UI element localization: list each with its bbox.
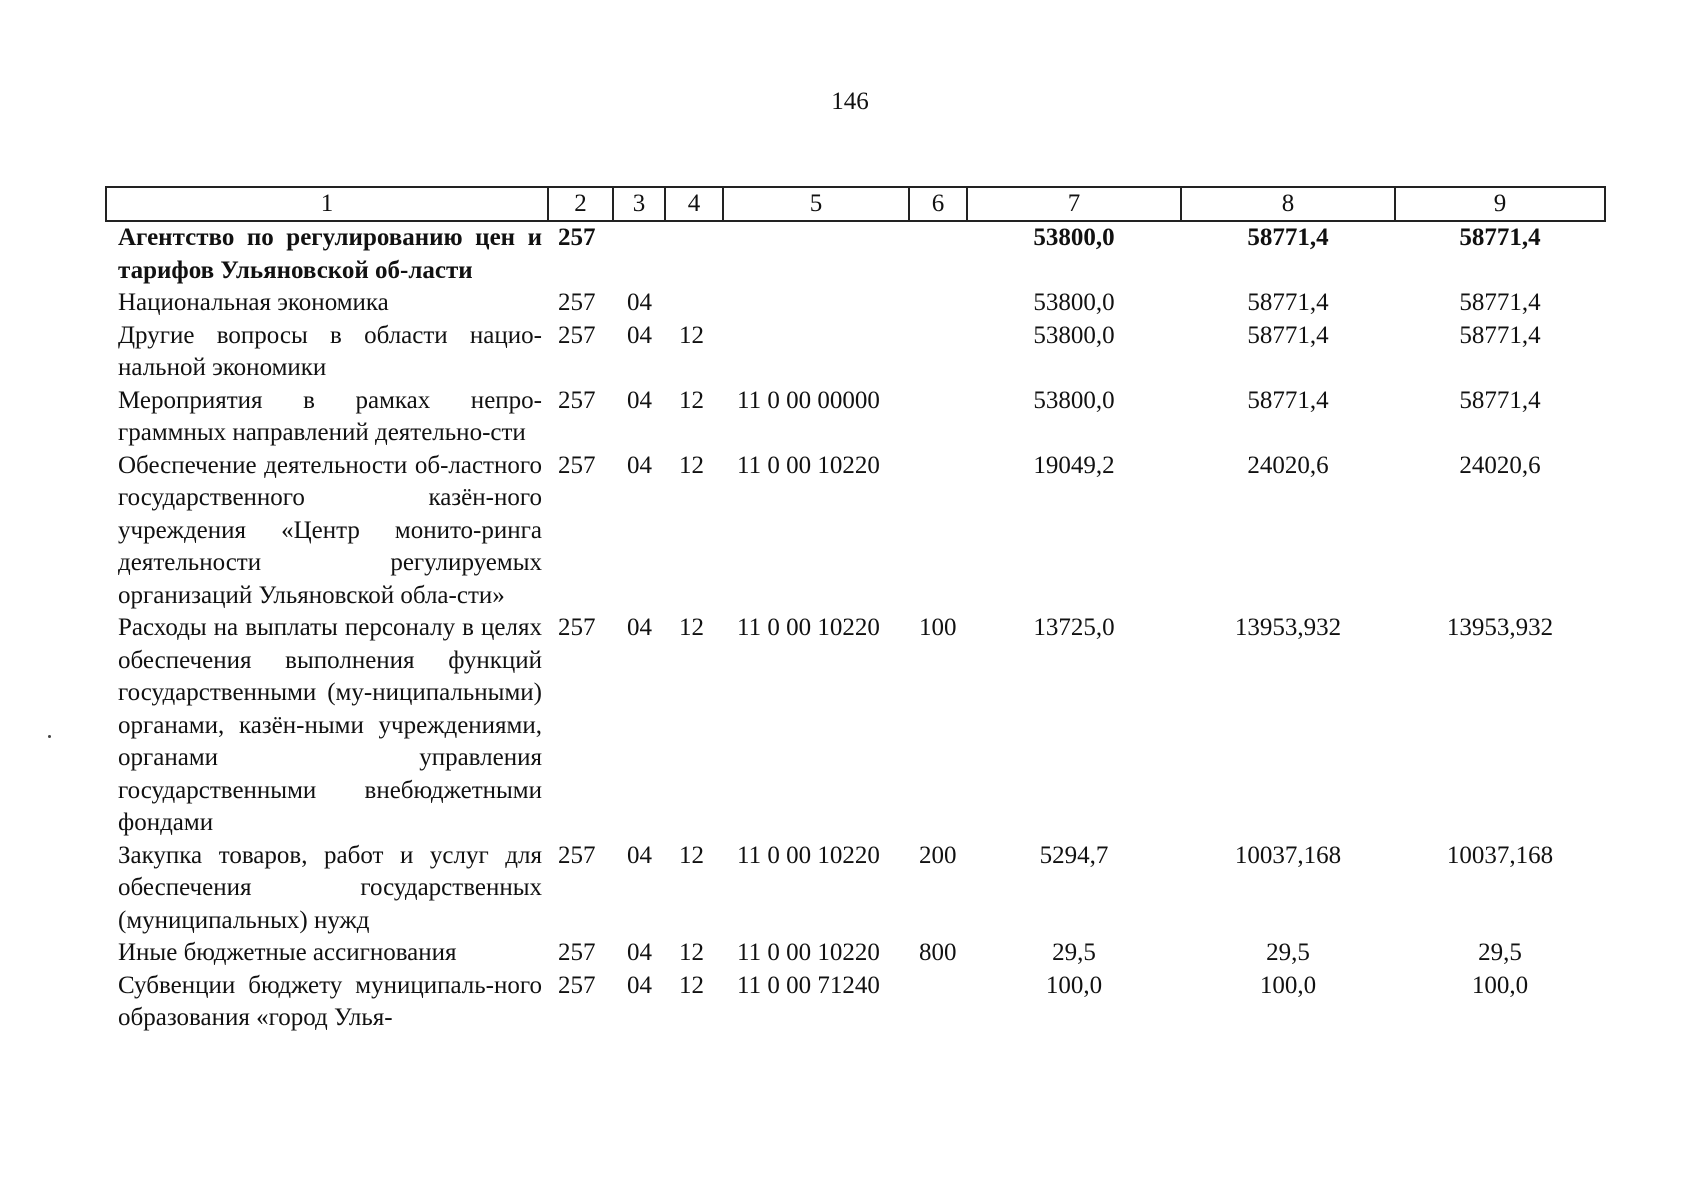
- cell-c3: 04: [627, 321, 652, 349]
- cell-c7: 13725,0: [1033, 614, 1115, 641]
- row-name: Другие вопросы в области нацио-нальной экономики: [118, 321, 542, 381]
- cell-c2: 257: [558, 386, 596, 414]
- column-header-5: 5: [723, 187, 909, 221]
- cell-c6: [909, 970, 967, 1035]
- header-row: [106, 187, 1605, 221]
- cell-c5: [723, 287, 909, 320]
- cell-c9: 100,0: [1471, 971, 1529, 999]
- cell-c4: 12: [679, 939, 704, 966]
- cell-c3: 04: [627, 289, 652, 316]
- table-row: [106, 612, 1605, 840]
- column-header-1: 1: [106, 187, 548, 221]
- row-name: Национальная экономика: [118, 289, 389, 316]
- cell-c3: 04: [627, 841, 652, 869]
- column-header-2: 2: [548, 187, 613, 221]
- cell-c4: 12: [679, 614, 704, 641]
- cell-c9: 58771,4: [1459, 224, 1541, 251]
- budget-table: [105, 186, 1606, 1035]
- cell-c5: [723, 221, 909, 287]
- table-row: [106, 287, 1605, 320]
- cell-c3: 04: [627, 939, 652, 966]
- cell-c6: 100: [919, 614, 957, 641]
- cell-c8: 58771,4: [1247, 289, 1329, 316]
- row-name: Обеспечение деятельности об-ластного государственного казён-ного учреждения «Центр монито-ринга деятельности регулируемых организаций Ульяновской обла-сти»: [118, 451, 542, 609]
- cell-c7: 19049,2: [1033, 451, 1115, 479]
- cell-c3: 04: [627, 614, 652, 641]
- row-name: Расходы на выплаты персоналу в целях обеспечения выполнения функций государственными (му-ниципальными) органами, казён-ными учреждениями, органами управления государственными внебюджетными фондами: [118, 614, 542, 836]
- cell-c2: 257: [558, 224, 596, 251]
- cell-c8: 29,5: [1266, 939, 1310, 966]
- cell-c6: [909, 287, 967, 320]
- cell-c7: 53800,0: [1033, 321, 1115, 349]
- table-row: [106, 450, 1605, 613]
- column-header-4: 4: [665, 187, 723, 221]
- cell-c7: 100,0: [1045, 971, 1103, 999]
- row-name: Субвенции бюджету муниципаль-ного образования «город Улья-: [118, 971, 542, 1031]
- row-name: Мероприятия в рамках непро-граммных направлений деятельно-сти: [118, 386, 542, 446]
- cell-c2: 257: [558, 289, 596, 316]
- cell-c4: 12: [679, 971, 704, 999]
- cell-c8: 58771,4: [1247, 321, 1329, 349]
- cell-c2: 257: [558, 614, 596, 641]
- table-row: [106, 320, 1605, 385]
- cell-c8: 100,0: [1259, 971, 1317, 999]
- cell-c7: 5294,7: [1039, 841, 1109, 869]
- cell-c7: 29,5: [1052, 939, 1096, 966]
- table-row: [106, 840, 1605, 938]
- cell-c6: [909, 221, 967, 287]
- cell-c4: 12: [679, 841, 704, 869]
- cell-c9: 58771,4: [1459, 321, 1541, 349]
- cell-c9: 10037,168: [1446, 841, 1554, 869]
- cell-c6: [909, 450, 967, 613]
- cell-c4: 12: [679, 321, 704, 349]
- cell-c8: 58771,4: [1247, 224, 1329, 251]
- cell-c7: 53800,0: [1033, 289, 1115, 316]
- cell-c5: 11 0 00 10220: [737, 841, 880, 869]
- cell-c9: 29,5: [1478, 939, 1522, 966]
- cell-c3: [613, 221, 665, 287]
- cell-c5: 11 0 00 71240: [737, 971, 880, 999]
- row-name: Агентство по регулированию цен и тарифов Ульяновской об-ласти: [118, 224, 542, 284]
- cell-c8: 10037,168: [1234, 841, 1342, 869]
- cell-c5: 11 0 00 10220: [737, 614, 880, 641]
- cell-c2: 257: [558, 451, 596, 479]
- cell-c8: 24020,6: [1247, 451, 1329, 479]
- cell-c3: 04: [627, 971, 652, 999]
- cell-c9: 58771,4: [1459, 386, 1541, 414]
- row-name: Закупка товаров, работ и услуг для обеспечения государственных (муниципальных) нужд: [118, 841, 542, 934]
- scan-artifact-dot: [48, 735, 51, 738]
- cell-c6: 800: [919, 939, 957, 966]
- table-row: [106, 385, 1605, 450]
- column-header-8: 8: [1181, 187, 1395, 221]
- table-row: [106, 970, 1605, 1035]
- cell-c3: 04: [627, 451, 652, 479]
- cell-c2: 257: [558, 841, 596, 869]
- table-row: [106, 221, 1605, 287]
- column-header-9: 9: [1395, 187, 1605, 221]
- cell-c2: 257: [558, 971, 596, 999]
- cell-c5: [723, 320, 909, 385]
- page-number: 146: [831, 88, 869, 115]
- cell-c9: 13953,932: [1446, 614, 1554, 641]
- cell-c2: 257: [558, 321, 596, 349]
- table-row: [106, 937, 1605, 970]
- cell-c9: 58771,4: [1459, 289, 1541, 316]
- cell-c6: 200: [919, 841, 957, 869]
- cell-c6: [909, 385, 967, 450]
- cell-c5: 11 0 00 10220: [737, 939, 880, 966]
- cell-c2: 257: [558, 939, 596, 966]
- column-header-6: 6: [909, 187, 967, 221]
- column-header-7: 7: [967, 187, 1181, 221]
- cell-c3: 04: [627, 386, 652, 414]
- cell-c4: 12: [679, 451, 704, 479]
- cell-c5: 11 0 00 00000: [737, 386, 880, 414]
- cell-c8: 13953,932: [1234, 614, 1342, 641]
- cell-c9: 24020,6: [1459, 451, 1541, 479]
- column-header-3: 3: [613, 187, 665, 221]
- cell-c6: [909, 320, 967, 385]
- cell-c8: 58771,4: [1247, 386, 1329, 414]
- cell-c7: 53800,0: [1033, 224, 1115, 251]
- cell-c4: [665, 287, 723, 320]
- cell-c5: 11 0 00 10220: [737, 451, 880, 479]
- cell-c4: 12: [679, 386, 704, 414]
- row-name: Иные бюджетные ассигнования: [118, 939, 457, 966]
- cell-c7: 53800,0: [1033, 386, 1115, 414]
- cell-c4: [665, 221, 723, 287]
